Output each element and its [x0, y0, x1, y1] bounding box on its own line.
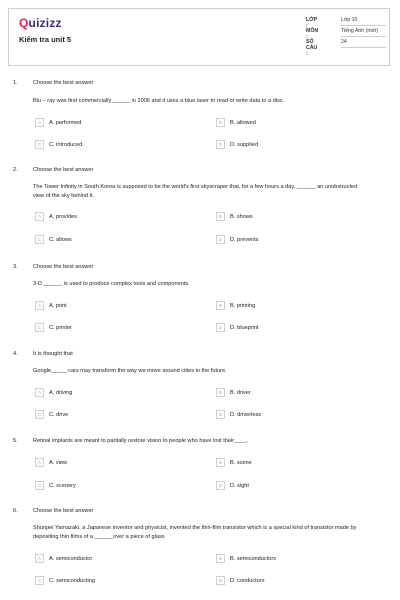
question-instruction: Choose the best answer	[33, 80, 94, 86]
option-letter: A	[35, 554, 44, 563]
question-text: Blu – ray was first commercially______ in 2006 and it uses a blue laser to read or write data to a disc.	[33, 98, 285, 104]
option-label: B. shows	[230, 213, 253, 220]
meta-value: 24	[341, 39, 386, 48]
option-label: C. introduced	[49, 141, 83, 148]
option-letter: C	[35, 576, 44, 585]
option-letter: C	[35, 410, 44, 419]
question-number: 2.	[13, 167, 18, 173]
option-label: D. driverless	[230, 411, 262, 418]
question-text: Shunpei Yamazaki, a Japanese inventor and physicist, invented the thin-film transistor which is a special kind of transistor made by depositing thin films of a ______over a piece of glass	[33, 525, 357, 540]
option-letter: B	[216, 458, 225, 467]
question-instruction: It is thought that	[33, 351, 73, 357]
option-label: B. printing	[230, 302, 256, 309]
option-label: D. supplied	[230, 141, 258, 148]
meta-value: Lớp 10	[341, 17, 386, 26]
logo-text: Quizizz	[19, 16, 62, 30]
option-letter: C	[35, 323, 44, 332]
option-label: D. blueprint	[230, 324, 259, 331]
option-label: D. prevents	[230, 236, 259, 243]
option-label: C. printer	[49, 324, 73, 331]
option-letter: D	[216, 140, 225, 149]
option-letter: C	[35, 140, 44, 149]
worksheet-header	[8, 8, 390, 66]
option-label: B. scene	[230, 459, 252, 466]
option-label: C. semiconducting	[49, 577, 96, 584]
option-letter: D	[216, 576, 225, 585]
quizizz-logo	[19, 16, 62, 30]
question-instruction: Retinal implants are meant to partially restore vision to people who have lost their____.	[33, 438, 249, 444]
option-letter: A	[35, 388, 44, 397]
option-label: C. scenery	[49, 482, 76, 489]
worksheet-title: Kiểm tra unit 5	[19, 35, 72, 44]
meta-key: LỚP :	[306, 17, 317, 29]
question-instruction: Choose the best answer	[33, 264, 94, 270]
option-label: A. provides	[49, 213, 77, 220]
option-letter: C	[35, 235, 44, 244]
option-label: D. conductors	[230, 577, 265, 584]
question-instruction: Choose the best answer	[33, 167, 94, 173]
option-letter: A	[35, 458, 44, 467]
question-text: Google_____ cars may transform the way we move around cities in the future.	[33, 368, 227, 374]
option-letter: D	[216, 235, 225, 244]
option-label: C. drive	[49, 411, 69, 418]
question-text: 3-D ______ is used to produce complex tools and components.	[33, 281, 190, 287]
question-instruction: Choose the best answer	[33, 508, 94, 514]
meta-key: MÔN :	[306, 28, 319, 40]
option-letter: D	[216, 323, 225, 332]
meta-key: SỐ CÂU :	[306, 39, 318, 57]
question-number: 5.	[13, 438, 18, 444]
option-label: A. semiconductor	[49, 555, 93, 562]
option-label: A. driving	[49, 389, 73, 396]
option-letter: A	[35, 212, 44, 221]
question-number: 4.	[13, 351, 18, 357]
option-label: D. sight	[230, 482, 249, 489]
option-label: C. allows	[49, 236, 72, 243]
option-letter: D	[216, 410, 225, 419]
option-label: A. print	[49, 302, 67, 309]
option-letter: B	[216, 554, 225, 563]
question-number: 6.	[13, 508, 18, 514]
option-label: B. semiconductors	[230, 555, 277, 562]
option-label: A. performed	[49, 119, 82, 126]
question-number: 3.	[13, 264, 18, 270]
option-letter: B	[216, 301, 225, 310]
meta-value: Tiếng Anh (mới)	[341, 28, 386, 37]
option-letter: A	[35, 301, 44, 310]
option-letter: C	[35, 481, 44, 490]
question-text: The Tower Infinity in South Korea is supposed to be the world's first skyscraper that, for a few hours a day, ______ an unobstructed view of the sky behind it.	[33, 184, 358, 199]
option-label: B. allowed	[230, 119, 256, 126]
option-label: A. view	[49, 459, 68, 466]
option-letter: D	[216, 481, 225, 490]
option-letter: B	[216, 118, 225, 127]
option-letter: B	[216, 388, 225, 397]
option-label: B. driver	[230, 389, 251, 396]
question-number: 1.	[13, 80, 18, 86]
option-letter: B	[216, 212, 225, 221]
option-letter: A	[35, 118, 44, 127]
